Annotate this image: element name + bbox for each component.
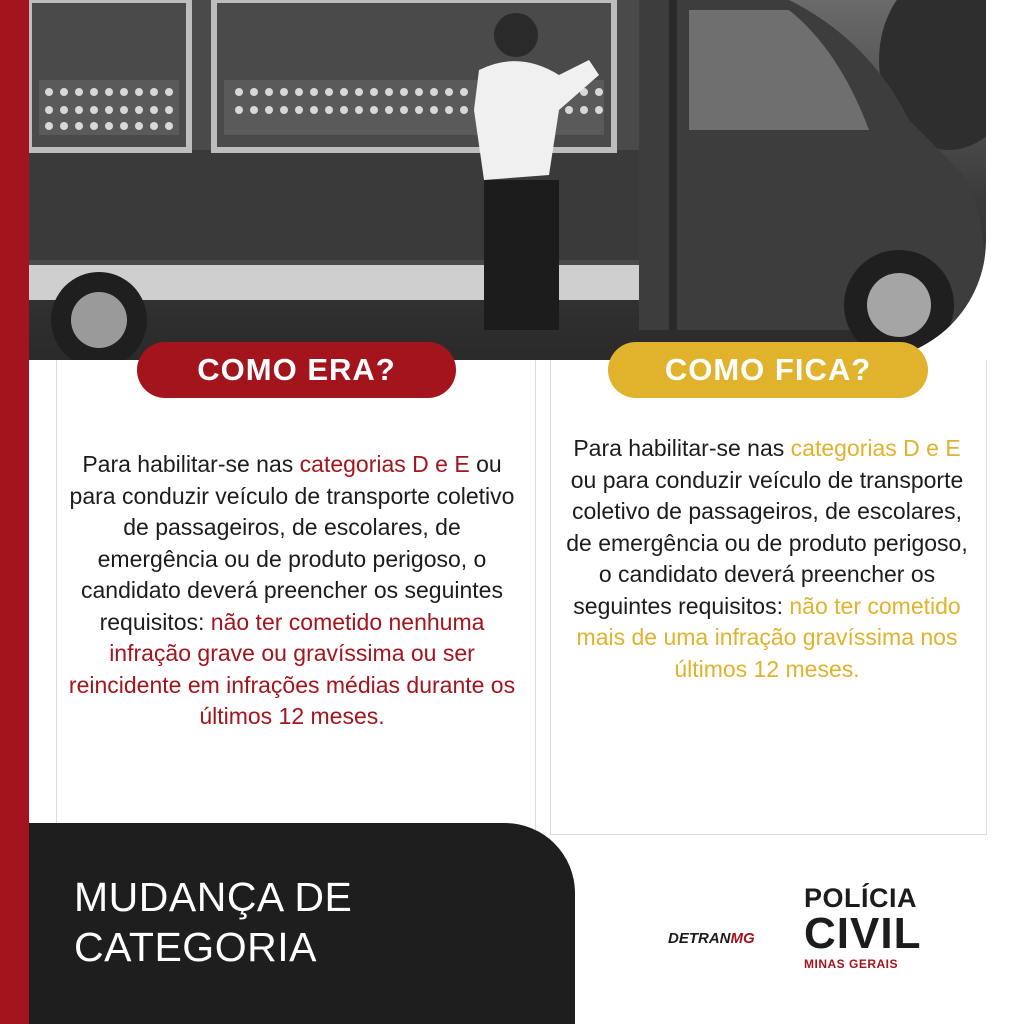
before-highlight-requirements: não ter cometido nenhuma infração grave ou gravíssima ou ser reincidente em infrações médias durante os últimos 12 meses. xyxy=(68,608,516,729)
policia-civil-logo xyxy=(804,884,944,972)
policia-logo-line-3: MINAS GERAIS xyxy=(804,957,899,971)
before-highlight-categories: categorias D e E xyxy=(299,451,470,477)
before-text-1: Para habilitar-se nas xyxy=(82,451,300,477)
policia-logo-line-1: POLÍCIA xyxy=(804,883,918,913)
after-highlight-requirements: não ter cometido mais de uma infração gravíssima nos últimos 12 meses. xyxy=(576,592,961,682)
after-text-1: Para habilitar-se nas xyxy=(573,435,791,461)
after-text-2: ou para conduzir veículo de transporte coletivo de passageiros, de escolares, de emergência ou de produto perigoso, o candidato deverá preencher os seguintes requisitos: xyxy=(566,466,968,619)
detran-logo-suffix: MG xyxy=(730,929,755,947)
title-line-1: MUDANÇA DE xyxy=(74,874,353,920)
before-label-badge: COMO ERA? xyxy=(137,342,456,398)
after-label-badge: COMO FICA? xyxy=(608,342,928,398)
after-description xyxy=(562,433,972,685)
detran-logo xyxy=(668,925,788,951)
detran-logo-text: DETRAN xyxy=(668,929,731,947)
before-description xyxy=(68,449,516,733)
after-highlight-categories: categorias D e E xyxy=(790,435,961,461)
left-accent-bar xyxy=(0,0,29,1024)
policia-logo-line-2: CIVIL xyxy=(804,909,922,958)
food-truck-photo xyxy=(29,0,986,360)
before-text-2: ou para conduzir veículo de transporte coletivo de passageiros, de escolares, de emergência ou de produto perigoso, o candidato deverá preencher os seguintes requisitos: xyxy=(69,451,515,635)
title-line-2: CATEGORIA xyxy=(74,924,317,970)
page-title xyxy=(74,872,534,972)
